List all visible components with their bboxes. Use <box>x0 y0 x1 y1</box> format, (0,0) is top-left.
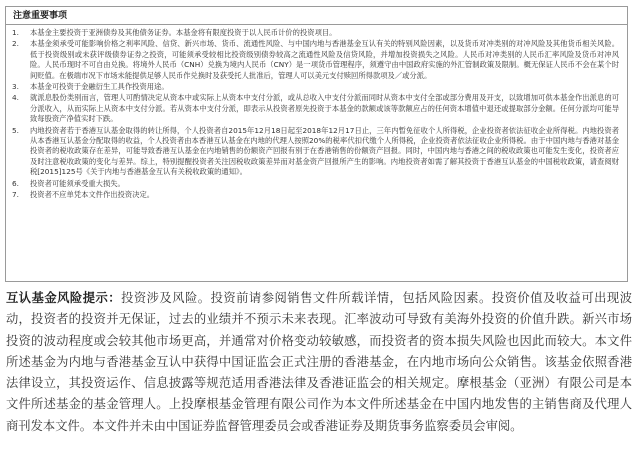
notice-item-number: 2. <box>12 39 19 49</box>
notice-title: 注意重要事项 <box>13 11 68 21</box>
notice-item <box>10 126 619 178</box>
notice-item-number: 1. <box>12 28 19 37</box>
notice-item <box>10 28 619 38</box>
important-notice-box <box>5 6 628 282</box>
notice-item-number: 6. <box>12 178 19 188</box>
notice-item-text: 投资者可能须承受重大损失。 <box>30 178 125 188</box>
notice-item-text: 内地投资者若于香港互认基金取得的转让所得，个人投资者自2015年12月18日起至2018年12月17日止，三年内暂免征收个人所得税，企业投资者依法征收企业所得税。内地投资者从本香港互认基金分配取得的收益，个人投资者由本香港互认基金在内地的代理人按照20%的税率代扣代缴个人所得税，企业投资者依法征收企业所得税。由于中国内地与香港对基金投资者的税收政策存在差异，可能导致香港互认基金在内地销售的份额资产回报有别于在香港销售的份额资产回报。同时，中国内地与香港之间的税收政策也可能发生变化，投资者应及时注意税收政策的变化与差异。综上，特别提醒投资者关注因税收政策差异而对基金资产回报所产生的影响。内地投资者如需了解其投资于香港互认基金的中国税收政策，请查阅财税[2015]125号《关于内地与香港基金互认有关税收政策的通知》。 <box>30 125 619 177</box>
notice-list <box>6 28 627 201</box>
notice-item-number: 3. <box>12 82 19 92</box>
risk-disclaimer-paragraph <box>6 288 632 437</box>
notice-item-text: 本基金可投资于金融衍生工具作投资用途。 <box>30 82 169 92</box>
notice-item <box>10 82 619 92</box>
notice-item-number: 7. <box>12 190 19 200</box>
notice-item <box>10 190 619 200</box>
notice-divider <box>6 24 627 25</box>
notice-item-text: 本基金主要投资于亚洲债券及其他债务证券。本基金将有限度投资于以人民币计价的投资项目。 <box>30 28 337 37</box>
notice-item-number: 5. <box>12 125 19 135</box>
notice-item-text: 就派息股份类别而言，管理人可酌情决定从资本中或实际上从资本中支付分派，或从总收入中支付分派而同时从资本中支付全部或部分费用及开支，以致增加可供本基金作出派息的可分派收入，从而实际上从资本中支付分派。若从资本中支付分派，即表示从投资者原先投资于本基金的款额或该等款额应占的任何资本增值中退还或提取部分金额。任何分派均可能导致每股资产净值实时下跌。 <box>30 93 619 124</box>
risk-disclaimer-heading: 互认基金风险提示： <box>6 291 122 305</box>
risk-disclaimer-body: 投资涉及风险。投资前请参阅销售文件所载详情，包括风险因素。投资价值及收益可出现波动，投资者的投资并无保证，过去的业绩并不预示未来表现。汇率波动可导致有美海外投资的价值升跌。新兴市场投资的波动程度或会较其他市场更高，并通常对价格变动较敏感，而投资者的资本损失风险也因此而较大。本文件所述基金为内地与香港基金互认中获得中国证监会正式注册的香港基金，在内地市场向公众销售。该基金依照香港法律设立，其投资运作、信息披露等规范适用香港法律及香港证监会的相关规定。摩根基金（亚洲）有限公司是本文件所述基金的基金管理人。上投摩根基金管理有限公司作为本文件所述基金在中国内地发售的主销售商及代理人商刊发本文件。本文件并未由中国证券监督管理委员会或香港证券及期货事务监察委员会审阅。 <box>6 291 632 433</box>
notice-item <box>10 39 619 81</box>
notice-item-text: 本基金须承受可能影响价格之利率风险、信贷、新兴市场、货币、流通性风险、与中国内地与香港基金互认有关的特别风险因素，以及货币对冲类别的对冲风险及其他货币相关风险。低于投资级别或未获评级债券证券之投资，可能须承受较相比投资级别债券较高之流通性风险及信贷风险，并增加投资损失之风险。人民币对冲类别的人民币汇率风险及货币对冲风险。人民币现时不可自由兑换。将境外人民币（CNH）兑换为境内人民币（CNY）是一项货币管理程序，须遵守由中国政府实施的外汇管制政策及限制。概无保证人民币不会在某个时间贬值。在极端市况下市场未能提供足够人民币作兑换时及获受托人批准后，管理人可以美元支付赎回所得款项及／或分派。 <box>30 39 619 80</box>
notice-item-number: 4. <box>12 93 19 103</box>
notice-item <box>10 93 619 124</box>
notice-item-text: 投资者不应单凭本文件作出投资决定。 <box>30 190 155 200</box>
notice-item <box>10 179 619 189</box>
